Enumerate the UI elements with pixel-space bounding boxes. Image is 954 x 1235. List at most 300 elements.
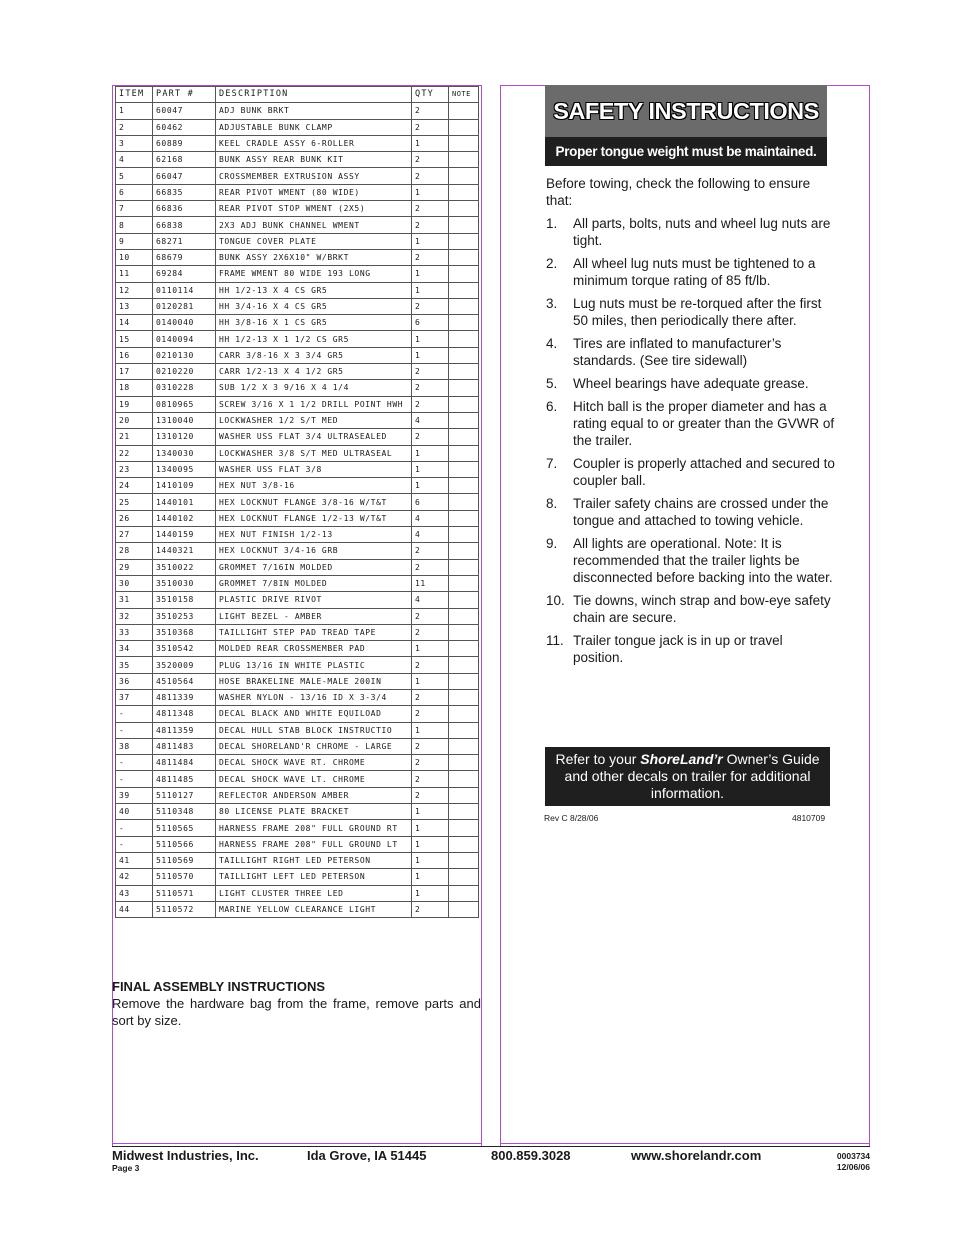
refer-box [545, 747, 830, 806]
cell-description: MARINE YELLOW CLEARANCE LIGHT [216, 901, 412, 917]
list-item-text: All lights are operational. Note: It is recommended that the trailer lights be disconnected before backing into the water. [573, 536, 833, 585]
cell-note [449, 249, 479, 265]
table-row [116, 657, 479, 673]
cell-description: HH 1/2-13 X 4 CS GR5 [216, 282, 412, 298]
cell-item: 40 [116, 804, 153, 820]
cell-note [449, 233, 479, 249]
table-row [116, 608, 479, 624]
cell-note [449, 429, 479, 445]
cell-description: ADJUSTABLE BUNK CLAMP [216, 119, 412, 135]
cell-qty: 1 [412, 135, 449, 151]
safety-checklist [546, 215, 836, 672]
table-row [116, 820, 479, 836]
cell-qty: 1 [412, 478, 449, 494]
safety-title: SAFETY INSTRUCTIONS [545, 85, 827, 137]
table-row [116, 233, 479, 249]
cell-note [449, 103, 479, 119]
cell-part-number: 4811483 [153, 738, 216, 754]
cell-qty: 4 [412, 510, 449, 526]
cell-note [449, 608, 479, 624]
cell-qty: 2 [412, 364, 449, 380]
cell-qty: 2 [412, 168, 449, 184]
guide-line [500, 85, 501, 1147]
cell-item: 32 [116, 608, 153, 624]
footer-page-number: Page 3 [112, 1163, 140, 1173]
cell-note [449, 201, 479, 217]
cell-description: REFLECTOR ANDERSON AMBER [216, 787, 412, 803]
cell-item: 6 [116, 184, 153, 200]
list-item-number: 10. [546, 593, 565, 608]
cell-description: REAR PIVOT STOP WMENT (2X5) [216, 201, 412, 217]
cell-note [449, 266, 479, 282]
cell-item: 14 [116, 315, 153, 331]
cell-item: 17 [116, 364, 153, 380]
cell-note [449, 543, 479, 559]
cell-note [449, 592, 479, 608]
cell-qty: 2 [412, 657, 449, 673]
list-item-text: Tie downs, winch strap and bow-eye safety chain are secure. [573, 593, 831, 625]
cell-part-number: 66835 [153, 184, 216, 200]
cell-item: 42 [116, 869, 153, 885]
cell-description: ADJ BUNK BRKT [216, 103, 412, 119]
cell-part-number: 1310040 [153, 412, 216, 428]
footer-rule [112, 1146, 870, 1147]
cell-item: 33 [116, 624, 153, 640]
cell-qty: 2 [412, 249, 449, 265]
cell-qty: 2 [412, 201, 449, 217]
cell-qty: 4 [412, 412, 449, 428]
cell-item: 24 [116, 478, 153, 494]
list-item-number: 6. [546, 399, 558, 414]
cell-description: GROMMET 7/16IN MOLDED [216, 559, 412, 575]
table-row [116, 755, 479, 771]
cell-description: HARNESS FRAME 208" FULL GROUND RT [216, 820, 412, 836]
cell-part-number: 1410109 [153, 478, 216, 494]
cell-item: 43 [116, 885, 153, 901]
cell-item: 21 [116, 429, 153, 445]
cell-part-number: 68679 [153, 249, 216, 265]
cell-description: CARR 3/8-16 X 3 3/4 GR5 [216, 347, 412, 363]
list-item-number: 7. [546, 456, 558, 471]
cell-description: GROMMET 7/8IN MOLDED [216, 575, 412, 591]
cell-item: 3 [116, 135, 153, 151]
cell-note [449, 771, 479, 787]
list-item-number: 1. [546, 216, 558, 231]
cell-note [449, 804, 479, 820]
cell-qty: 2 [412, 738, 449, 754]
parts-table-body [116, 103, 479, 918]
list-item-number: 5. [546, 376, 558, 391]
cell-item: 20 [116, 412, 153, 428]
cell-description: 80 LICENSE PLATE BRACKET [216, 804, 412, 820]
list-item-text: Tires are inflated to manufacturer’s standards. (See tire sidewall) [573, 336, 782, 368]
table-row [116, 559, 479, 575]
cell-qty: 1 [412, 836, 449, 852]
cell-description: DECAL HULL STAB BLOCK INSTRUCTIO [216, 722, 412, 738]
cell-note [449, 331, 479, 347]
cell-item: 2 [116, 119, 153, 135]
list-item-text: Hitch ball is the proper diameter and has a rating equal to or greater than the GVWR of the trailer. [573, 399, 835, 448]
table-row [116, 641, 479, 657]
list-item-number: 9. [546, 536, 558, 551]
cell-qty: 2 [412, 152, 449, 168]
cell-item: 9 [116, 233, 153, 249]
cell-qty: 1 [412, 233, 449, 249]
cell-qty: 1 [412, 641, 449, 657]
cell-note [449, 559, 479, 575]
table-row [116, 771, 479, 787]
table-row [116, 249, 479, 265]
list-item-number: 4. [546, 336, 558, 351]
table-row [116, 315, 479, 331]
cell-description: HEX LOCKNUT 3/4-16 GRB [216, 543, 412, 559]
list-item-text: All parts, bolts, nuts and wheel lug nuts are tight. [573, 216, 831, 248]
cell-part-number: 5110570 [153, 869, 216, 885]
cell-part-number: 3510542 [153, 641, 216, 657]
cell-item: 25 [116, 494, 153, 510]
cell-note [449, 184, 479, 200]
cell-item: 37 [116, 689, 153, 705]
cell-note [449, 706, 479, 722]
table-row [116, 494, 479, 510]
cell-part-number: 5110565 [153, 820, 216, 836]
cell-note [449, 445, 479, 461]
table-row [116, 152, 479, 168]
cell-qty: 4 [412, 592, 449, 608]
parts-table [115, 86, 479, 918]
cell-qty: 2 [412, 755, 449, 771]
list-item [546, 335, 836, 369]
cell-part-number: 1310120 [153, 429, 216, 445]
cell-description: TAILLIGHT RIGHT LED PETERSON [216, 852, 412, 868]
table-row [116, 689, 479, 705]
cell-part-number: 3510158 [153, 592, 216, 608]
cell-note [449, 298, 479, 314]
cell-part-number: 5110348 [153, 804, 216, 820]
table-row [116, 869, 479, 885]
cell-item: 31 [116, 592, 153, 608]
cell-description: SCREW 3/16 X 1 1/2 DRILL POINT HWH [216, 396, 412, 412]
list-item-text: Wheel bearings have adequate grease. [573, 376, 809, 391]
cell-item: 39 [116, 787, 153, 803]
cell-note [449, 119, 479, 135]
cell-qty: 1 [412, 347, 449, 363]
cell-description: HEX NUT 3/8-16 [216, 478, 412, 494]
table-row [116, 624, 479, 640]
cell-qty: 2 [412, 787, 449, 803]
cell-note [449, 152, 479, 168]
cell-description: FRAME WMENT 80 WIDE 193 LONG [216, 266, 412, 282]
cell-description: HEX NUT FINISH 1/2-13 [216, 527, 412, 543]
list-item-number: 11. [546, 633, 564, 648]
cell-note [449, 217, 479, 233]
cell-description: KEEL CRADLE ASSY 6-ROLLER [216, 135, 412, 151]
cell-item: 18 [116, 380, 153, 396]
refer-prefix: Refer to your [555, 751, 641, 767]
list-item-text: All wheel lug nuts must be tightened to a minimum torque rating of 85 ft/lb. [573, 256, 816, 288]
cell-qty: 1 [412, 885, 449, 901]
footer-date: 12/06/06 [836, 1162, 870, 1172]
table-row [116, 217, 479, 233]
cell-part-number: 1440102 [153, 510, 216, 526]
cell-note [449, 869, 479, 885]
header-item: ITEM [116, 87, 153, 103]
list-item [546, 255, 836, 289]
cell-note [449, 347, 479, 363]
list-item [546, 398, 836, 449]
list-item [546, 215, 836, 249]
table-row [116, 852, 479, 868]
cell-qty: 1 [412, 445, 449, 461]
revision-label: Rev C 8/28/06 [544, 813, 599, 823]
cell-description: BUNK ASSY REAR BUNK KIT [216, 152, 412, 168]
cell-part-number: 5110127 [153, 787, 216, 803]
cell-item: - [116, 755, 153, 771]
table-row [116, 804, 479, 820]
cell-part-number: 3510253 [153, 608, 216, 624]
cell-item: - [116, 706, 153, 722]
table-row [116, 184, 479, 200]
cell-part-number: 4811484 [153, 755, 216, 771]
cell-qty: 1 [412, 820, 449, 836]
table-row [116, 706, 479, 722]
cell-item: 7 [116, 201, 153, 217]
cell-part-number: 60462 [153, 119, 216, 135]
cell-qty: 2 [412, 689, 449, 705]
cell-note [449, 494, 479, 510]
table-row [116, 461, 479, 477]
cell-item: 29 [116, 559, 153, 575]
cell-qty: 1 [412, 266, 449, 282]
header-part: PART # [153, 87, 216, 103]
cell-qty: 1 [412, 804, 449, 820]
table-row [116, 380, 479, 396]
cell-note [449, 135, 479, 151]
table-row [116, 201, 479, 217]
cell-part-number: 4811485 [153, 771, 216, 787]
cell-description: DECAL SHOCK WAVE RT. CHROME [216, 755, 412, 771]
cell-description: DECAL SHOCK WAVE LT. CHROME [216, 771, 412, 787]
cell-description: 2X3 ADJ BUNK CHANNEL WMENT [216, 217, 412, 233]
cell-item: 30 [116, 575, 153, 591]
safety-subtitle: Proper tongue weight must be maintained. [545, 137, 827, 166]
cell-description: TONGUE COVER PLATE [216, 233, 412, 249]
cell-description: HH 3/4-16 X 4 CS GR5 [216, 298, 412, 314]
cell-qty: 2 [412, 298, 449, 314]
footer-code: 0003734 [836, 1151, 870, 1161]
cell-description: HH 3/8-16 X 1 CS GR5 [216, 315, 412, 331]
cell-qty: 2 [412, 559, 449, 575]
cell-note [449, 461, 479, 477]
cell-note [449, 380, 479, 396]
cell-qty: 2 [412, 380, 449, 396]
cell-description: DECAL SHORELAND'R CHROME - LARGE [216, 738, 412, 754]
header-description: DESCRIPTION [216, 87, 412, 103]
cell-part-number: 68271 [153, 233, 216, 249]
cell-qty: 2 [412, 706, 449, 722]
cell-qty: 1 [412, 722, 449, 738]
table-row [116, 412, 479, 428]
cell-part-number: 3520009 [153, 657, 216, 673]
cell-note [449, 755, 479, 771]
cell-description: LOCKWASHER 3/8 S/T MED ULTRASEAL [216, 445, 412, 461]
list-item [546, 295, 836, 329]
list-item-text: Lug nuts must be re-torqued after the first 50 miles, then periodically there after. [573, 296, 822, 328]
guide-line [481, 85, 482, 1147]
guide-line [500, 1143, 870, 1144]
table-row [116, 119, 479, 135]
table-row [116, 787, 479, 803]
list-item-text: Trailer safety chains are crossed under the tongue and attached to towing vehicle. [573, 496, 829, 528]
footer-phone: 800.859.3028 [491, 1148, 571, 1163]
table-row [116, 836, 479, 852]
cell-note [449, 315, 479, 331]
cell-item: 35 [116, 657, 153, 673]
cell-note [449, 820, 479, 836]
brand-name: ShoreLand’r [640, 751, 723, 767]
header-note: NOTE [449, 87, 479, 103]
cell-item: - [116, 836, 153, 852]
table-row [116, 298, 479, 314]
cell-item: 13 [116, 298, 153, 314]
cell-item: 41 [116, 852, 153, 868]
list-item-number: 3. [546, 296, 558, 311]
list-item [546, 632, 836, 666]
cell-part-number: 0210130 [153, 347, 216, 363]
cell-part-number: 0110114 [153, 282, 216, 298]
cell-item: 4 [116, 152, 153, 168]
cell-part-number: 60889 [153, 135, 216, 151]
cell-description: REAR PIVOT WMENT (80 WIDE) [216, 184, 412, 200]
cell-part-number: 4811348 [153, 706, 216, 722]
cell-description: LIGHT BEZEL - AMBER [216, 608, 412, 624]
table-row [116, 168, 479, 184]
table-row [116, 901, 479, 917]
cell-item: 15 [116, 331, 153, 347]
list-item [546, 592, 836, 626]
table-row [116, 673, 479, 689]
table-row [116, 592, 479, 608]
cell-part-number: 3510022 [153, 559, 216, 575]
cell-description: LIGHT CLUSTER THREE LED [216, 885, 412, 901]
cell-description: HH 1/2-13 X 1 1/2 CS GR5 [216, 331, 412, 347]
list-item-text: Trailer tongue jack is in up or travel position. [573, 633, 783, 665]
cell-note [449, 575, 479, 591]
cell-qty: 2 [412, 771, 449, 787]
cell-part-number: 1440101 [153, 494, 216, 510]
cell-part-number: 66838 [153, 217, 216, 233]
cell-part-number: 0310228 [153, 380, 216, 396]
cell-part-number: 4811339 [153, 689, 216, 705]
cell-part-number: 1440159 [153, 527, 216, 543]
cell-item: 44 [116, 901, 153, 917]
cell-description: WASHER USS FLAT 3/4 ULTRASEALED [216, 429, 412, 445]
cell-qty: 2 [412, 543, 449, 559]
list-item [546, 495, 836, 529]
cell-item: 10 [116, 249, 153, 265]
table-row [116, 527, 479, 543]
list-item [546, 535, 836, 586]
cell-description: MOLDED REAR CROSSMEMBER PAD [216, 641, 412, 657]
final-assembly-title: FINAL ASSEMBLY INSTRUCTIONS [112, 979, 326, 994]
cell-part-number: 1440321 [153, 543, 216, 559]
cell-part-number: 5110571 [153, 885, 216, 901]
cell-qty: 1 [412, 852, 449, 868]
cell-item: 28 [116, 543, 153, 559]
cell-qty: 1 [412, 331, 449, 347]
cell-part-number: 3510368 [153, 624, 216, 640]
list-item-number: 8. [546, 496, 558, 511]
cell-qty: 2 [412, 901, 449, 917]
cell-note [449, 527, 479, 543]
cell-item: 11 [116, 266, 153, 282]
cell-item: 5 [116, 168, 153, 184]
cell-item: - [116, 722, 153, 738]
cell-part-number: 66047 [153, 168, 216, 184]
cell-note [449, 657, 479, 673]
cell-note [449, 738, 479, 754]
cell-item: 19 [116, 396, 153, 412]
footer-company: Midwest Industries, Inc. [112, 1148, 259, 1163]
table-row [116, 347, 479, 363]
list-item-number: 2. [546, 256, 558, 271]
cell-description: TAILLIGHT LEFT LED PETERSON [216, 869, 412, 885]
cell-qty: 6 [412, 494, 449, 510]
cell-qty: 2 [412, 608, 449, 624]
cell-qty: 1 [412, 461, 449, 477]
cell-note [449, 396, 479, 412]
cell-qty: 6 [412, 315, 449, 331]
cell-note [449, 722, 479, 738]
cell-note [449, 624, 479, 640]
cell-description: HARNESS FRAME 208" FULL GROUND LT [216, 836, 412, 852]
cell-description: SUB 1/2 X 3 9/16 X 4 1/4 [216, 380, 412, 396]
cell-part-number: 5110572 [153, 901, 216, 917]
cell-note [449, 836, 479, 852]
cell-note [449, 641, 479, 657]
cell-qty: 2 [412, 624, 449, 640]
cell-part-number: 4811359 [153, 722, 216, 738]
cell-qty: 2 [412, 103, 449, 119]
cell-note [449, 364, 479, 380]
cell-item: 23 [116, 461, 153, 477]
cell-item: 8 [116, 217, 153, 233]
cell-qty: 1 [412, 869, 449, 885]
list-item-text: Coupler is properly attached and secured to coupler ball. [573, 456, 835, 488]
cell-part-number: 1340095 [153, 461, 216, 477]
table-row [116, 510, 479, 526]
table-row [116, 722, 479, 738]
cell-item: 38 [116, 738, 153, 754]
cell-description: HEX LOCKNUT FLANGE 3/8-16 W/T&T [216, 494, 412, 510]
cell-note [449, 478, 479, 494]
guide-line [112, 1143, 482, 1144]
cell-qty: 1 [412, 673, 449, 689]
cell-item: 1 [116, 103, 153, 119]
cell-part-number: 62168 [153, 152, 216, 168]
cell-description: DECAL BLACK AND WHITE EQUILOAD [216, 706, 412, 722]
table-row [116, 266, 479, 282]
table-row [116, 445, 479, 461]
cell-part-number: 0140094 [153, 331, 216, 347]
table-row [116, 282, 479, 298]
cell-qty: 1 [412, 282, 449, 298]
table-row [116, 135, 479, 151]
cell-description: PLUG 13/16 IN WHITE PLASTIC [216, 657, 412, 673]
cell-part-number: 66836 [153, 201, 216, 217]
cell-description: TAILLIGHT STEP PAD TREAD TAPE [216, 624, 412, 640]
cell-note [449, 787, 479, 803]
